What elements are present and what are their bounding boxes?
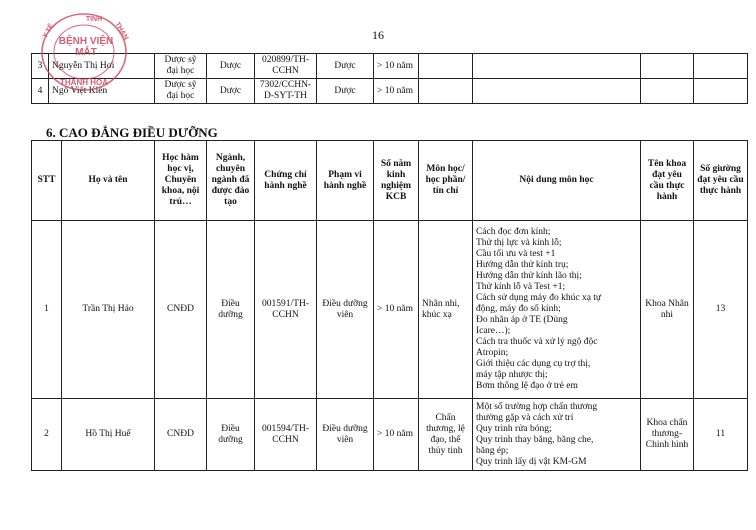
content-line: Bơm thông lệ đạo ở trẻ em	[476, 381, 578, 391]
years-cell: > 10 năm	[374, 79, 419, 104]
beds-cell: 13	[694, 221, 748, 399]
stamp-text: MẮT	[75, 47, 97, 58]
empty-cell	[473, 54, 641, 79]
top-table	[31, 53, 748, 104]
table-row	[32, 79, 748, 104]
scope-cell: Điều dưỡng viên	[317, 221, 374, 399]
degree-cell: Dược sỹ đại học	[155, 79, 207, 104]
scope-cell: Dược	[317, 79, 374, 104]
stamp-text: THAN	[113, 21, 130, 42]
table-row	[32, 221, 748, 399]
empty-cell	[473, 79, 641, 104]
content-line: băng ép;	[476, 445, 509, 456]
header-scope: Phạm vi hành nghề	[317, 141, 374, 221]
content-line: Thử kính lỗ và Test +1;	[476, 282, 566, 292]
header-module: Môn học/ học phần/ tín chỉ	[419, 141, 473, 221]
header-years: Số năm kinh nghiệm KCB	[374, 141, 419, 221]
empty-cell	[641, 54, 694, 79]
cert-cell: 001591/TH-CCHN	[255, 221, 317, 399]
stt-cell: 2	[32, 399, 62, 471]
section-heading: 6. CAO ĐẲNG ĐIỀU DƯỠNG	[46, 125, 218, 140]
name-cell: Hồ Thị Huế	[62, 399, 155, 471]
content-line: thường gặp và cách xử trí	[476, 412, 574, 423]
header-content: Nội dung môn học	[473, 141, 641, 221]
header-name: Họ và tên	[62, 141, 155, 221]
degree-cell: CNĐD	[155, 221, 207, 399]
header-cert: Chứng chỉ hành nghề	[255, 141, 317, 221]
beds-cell: 11	[694, 399, 748, 471]
content-cell	[473, 221, 641, 399]
stamp-text: Y TẾ	[41, 22, 56, 40]
header-stt: STT	[32, 141, 62, 221]
name-cell: Nguyễn Thị Hơi	[49, 54, 155, 79]
years-cell: > 10 năm	[374, 221, 419, 399]
table-row	[32, 399, 748, 471]
content-line: động, máy đo số kính;	[476, 304, 561, 314]
content-line: Quy trình lấy dị vật KM-GM	[476, 456, 587, 467]
content-line: Quy trình thay băng, băng che,	[476, 434, 594, 445]
scope-cell: Dược	[317, 54, 374, 79]
stt-cell: 3	[32, 54, 49, 79]
content-line: Hướng dẫn thử kính lão thị;	[476, 271, 582, 281]
content-cell	[473, 399, 641, 471]
header-beds: Số giường đạt yêu cầu thực hành	[694, 141, 748, 221]
content-line: Cách tra thuốc và xử lý ngộ độc	[476, 337, 598, 347]
cert-cell: 7302/CCHN-D-SYT-TH	[255, 79, 317, 104]
module-cell: Chấn thương, lệ đạo, thể thủy tinh	[419, 399, 473, 471]
content-line: Icare…);	[476, 326, 511, 336]
content-line: Cách đọc đơn kính;	[476, 227, 551, 237]
years-cell: > 10 năm	[374, 54, 419, 79]
stamp-text: THANH HÓA	[60, 78, 108, 87]
empty-cell	[694, 79, 748, 104]
header-dept: Tên khoa đạt yêu cầu thực hành	[641, 141, 694, 221]
stt-cell: 4	[32, 79, 49, 104]
name-cell: Ngô Việt Kiên	[49, 79, 155, 104]
years-cell: > 10 năm	[374, 399, 419, 471]
major-cell: Điều dưỡng	[207, 221, 255, 399]
table-row	[32, 54, 748, 79]
dept-cell: Khoa chấn thương-Chinh hình	[641, 399, 694, 471]
name-cell: Trần Thị Hảo	[62, 221, 155, 399]
empty-cell	[419, 54, 473, 79]
content-line: Quy trình rửa bóng;	[476, 423, 552, 434]
stt-cell: 1	[32, 221, 62, 399]
degree-cell: CNĐD	[155, 399, 207, 471]
header-row	[32, 141, 748, 221]
content-line: Đo nhãn áp ở TE (Dùng	[476, 315, 568, 325]
staff-table	[31, 140, 748, 471]
content-line: máy tập nhược thị;	[476, 370, 548, 380]
header-degree: Học hàm học vị, Chuyên khoa, nội trú…	[155, 141, 207, 221]
cert-cell: 001594/TH-CCHN	[255, 399, 317, 471]
stamp-text: BỆNH VIỆN	[58, 36, 114, 47]
empty-cell	[419, 79, 473, 104]
module-cell: Nhãn nhi, khúc xạ	[419, 221, 473, 399]
header-major: Ngành, chuyên ngành đã được đào tạo	[207, 141, 255, 221]
content-line: Cách sử dụng máy đo khúc xạ tự	[476, 293, 602, 303]
empty-cell	[694, 54, 748, 79]
major-cell: Điều dưỡng	[207, 399, 255, 471]
content-line: Atropin;	[476, 348, 509, 358]
content-line: Thử thị lực và kính lỗ;	[476, 238, 562, 248]
dept-cell: Khoa Nhãn nhi	[641, 221, 694, 399]
major-cell: Dược	[207, 79, 255, 104]
empty-cell	[641, 79, 694, 104]
major-cell: Dược	[207, 54, 255, 79]
scope-cell: Điều dưỡng viên	[317, 399, 374, 471]
content-line: Một số trường hợp chấn thương	[476, 401, 598, 412]
cert-cell: 020899/TH-CCHN	[255, 54, 317, 79]
degree-cell: Dược sỹ đại học	[155, 54, 207, 79]
page-number: 16	[372, 28, 384, 42]
stamp-text: TỈNH	[85, 16, 103, 23]
content-line: Giới thiệu các dụng cụ trợ thị,	[476, 359, 591, 369]
content-line: Cầu tối ưu và test +1	[476, 249, 556, 259]
content-line: Hướng dẫn thử kính trụ;	[476, 260, 569, 270]
